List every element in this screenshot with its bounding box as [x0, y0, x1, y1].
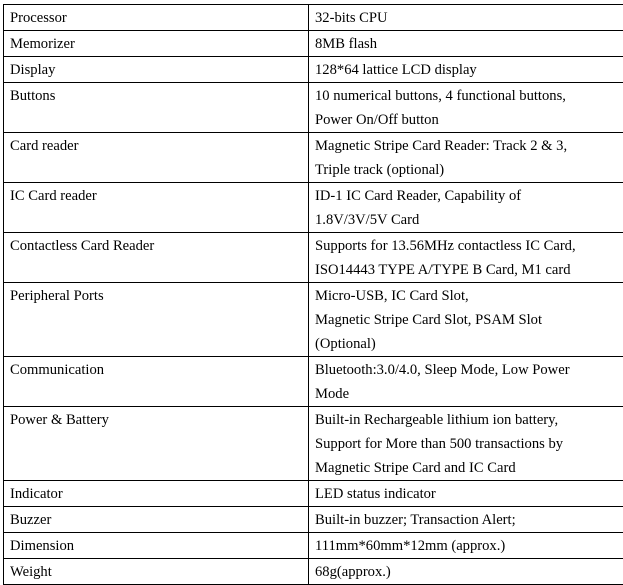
spec-value-line: 8MB flash: [315, 32, 623, 56]
spec-value: [309, 233, 623, 283]
spec-label: Peripheral Ports: [4, 283, 309, 357]
spec-value: [309, 183, 623, 233]
spec-value-line: 128*64 lattice LCD display: [315, 58, 623, 82]
spec-value-line: Support for More than 500 transactions by: [315, 432, 623, 456]
spec-label: Processor: [4, 5, 309, 31]
spec-value: [309, 481, 623, 507]
table-row: [4, 5, 623, 31]
spec-value-line: Bluetooth:3.0/4.0, Sleep Mode, Low Power: [315, 358, 623, 382]
spec-value-line: ISO14443 TYPE A/TYPE B Card, M1 card: [315, 258, 623, 282]
spec-label: Buttons: [4, 83, 309, 133]
spec-label: Indicator: [4, 481, 309, 507]
spec-value-line: (Optional): [315, 332, 623, 356]
spec-label: Communication: [4, 357, 309, 407]
table-row: [4, 357, 623, 407]
table-row: [4, 481, 623, 507]
spec-value: [309, 559, 623, 585]
spec-value: [309, 357, 623, 407]
spec-value: [309, 57, 623, 83]
spec-value: [309, 5, 623, 31]
spec-label: Power & Battery: [4, 407, 309, 481]
spec-label: Card reader: [4, 133, 309, 183]
spec-value-line: Built-in Rechargeable lithium ion battery,: [315, 408, 623, 432]
table-row: [4, 133, 623, 183]
spec-value-line: Triple track (optional): [315, 158, 623, 182]
spec-value-line: Mode: [315, 382, 623, 406]
spec-value-line: Magnetic Stripe Card and IC Card: [315, 456, 623, 480]
spec-label: Buzzer: [4, 507, 309, 533]
table-row: [4, 233, 623, 283]
table-row: [4, 559, 623, 585]
spec-value-line: 111mm*60mm*12mm (approx.): [315, 534, 623, 558]
spec-value-line: Magnetic Stripe Card Slot, PSAM Slot: [315, 308, 623, 332]
spec-value-line: 32-bits CPU: [315, 6, 623, 30]
spec-label: Contactless Card Reader: [4, 233, 309, 283]
table-row: [4, 183, 623, 233]
spec-value: [309, 507, 623, 533]
spec-value-line: Magnetic Stripe Card Reader: Track 2 & 3,: [315, 134, 623, 158]
table-row: [4, 533, 623, 559]
spec-value-line: 1.8V/3V/5V Card: [315, 208, 623, 232]
spec-label: Weight: [4, 559, 309, 585]
spec-value-line: Power On/Off button: [315, 108, 623, 132]
spec-table: [3, 4, 623, 585]
spec-value-line: Micro-USB, IC Card Slot,: [315, 284, 623, 308]
table-row: [4, 407, 623, 481]
table-row: [4, 31, 623, 57]
spec-label: Display: [4, 57, 309, 83]
spec-value: [309, 31, 623, 57]
spec-value: [309, 133, 623, 183]
spec-label: Dimension: [4, 533, 309, 559]
spec-value-line: ID-1 IC Card Reader, Capability of: [315, 184, 623, 208]
table-row: [4, 83, 623, 133]
spec-value-line: LED status indicator: [315, 482, 623, 506]
spec-label: Memorizer: [4, 31, 309, 57]
spec-value-line: Supports for 13.56MHz contactless IC Card,: [315, 234, 623, 258]
spec-value: [309, 407, 623, 481]
table-row: [4, 507, 623, 533]
spec-value: [309, 283, 623, 357]
spec-value-line: 68g(approx.): [315, 560, 623, 584]
table-row: [4, 283, 623, 357]
spec-value-line: 10 numerical buttons, 4 functional buttons,: [315, 84, 623, 108]
table-row: [4, 57, 623, 83]
spec-value: [309, 533, 623, 559]
spec-value: [309, 83, 623, 133]
spec-label: IC Card reader: [4, 183, 309, 233]
spec-value-line: Built-in buzzer; Transaction Alert;: [315, 508, 623, 532]
